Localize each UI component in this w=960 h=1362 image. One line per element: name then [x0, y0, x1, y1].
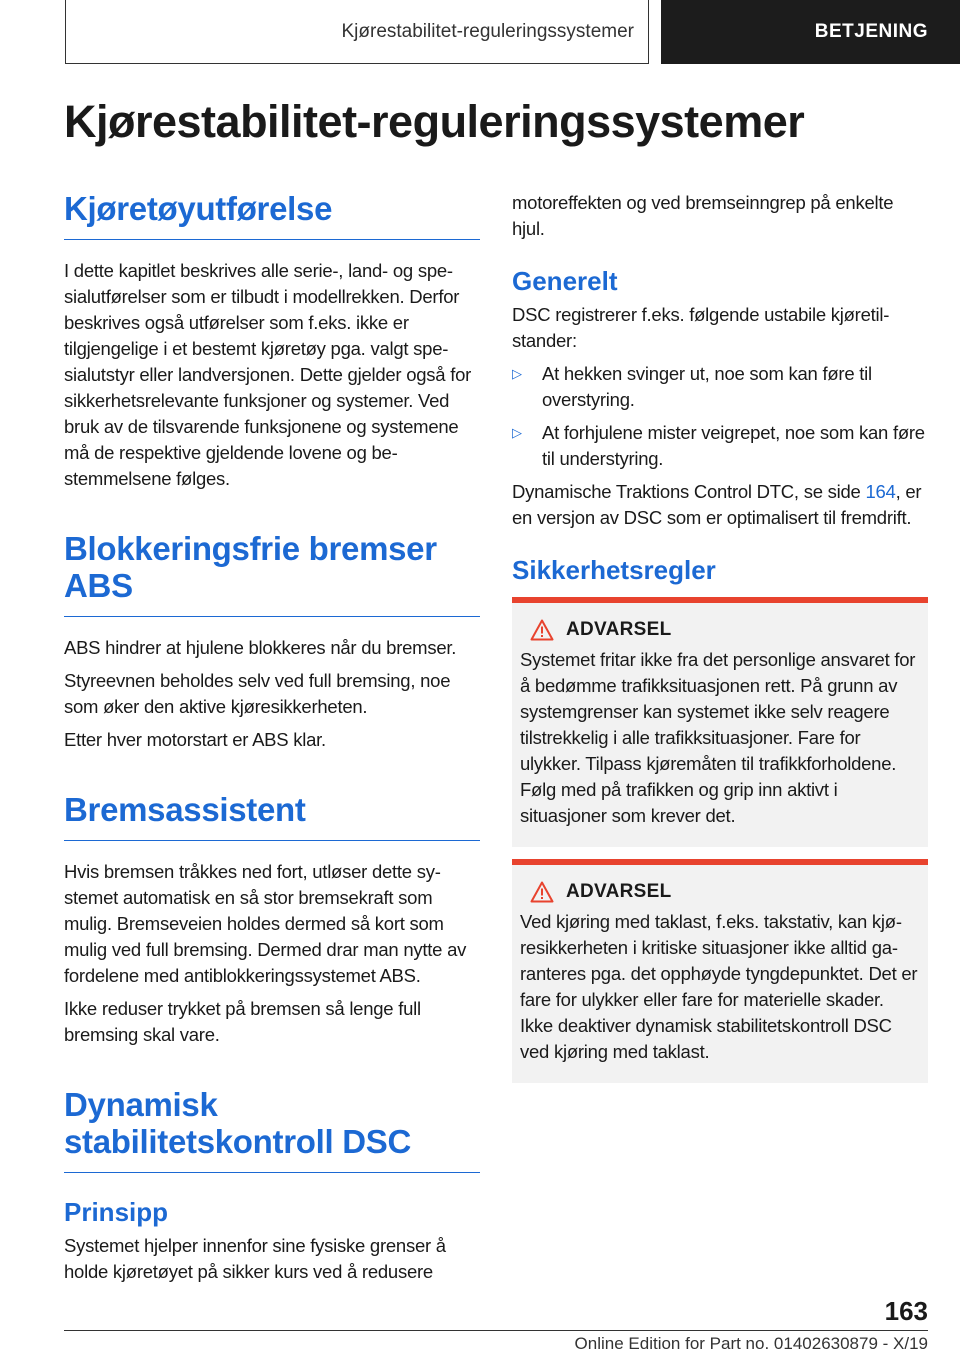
- general-intro: DSC registrerer f.eks. følgende ustabile kjøretilstander:: [512, 304, 890, 351]
- heading-brake-assist: Bremsassistent: [64, 791, 480, 841]
- dtc-paragraph: [512, 479, 928, 531]
- heading-vehicle-version: Kjøretøyutførelse: [64, 190, 480, 240]
- heading-principle: Prinsipp: [64, 1197, 169, 1227]
- warning-text: Systemet fritar ikke fra det personlige ansvaret for å bedømme trafikksituasjonen rett. På grunn av systemgrenser kan systemet ikke selv reagere tilstrekkelig i alle trafikksituasjoner. Fare for ulykker. Tilpass kjøremåten til trafikkforholdene. Følg med på trafikken og grip inn aktivt i situasjoner som krever det.: [520, 649, 916, 826]
- dtc-text-after: , er en versjon av DSC som er optimalisert til fremdrift.: [512, 481, 922, 528]
- abs-paragraph-2: Styreevnen beholdes selv ved full bremsing, noe som øker den aktive kjøresikkerheten.: [64, 670, 451, 717]
- page-number: 163: [884, 1296, 928, 1326]
- triangle-bullet-icon: ▷: [512, 425, 522, 440]
- list-item: [512, 361, 928, 413]
- chapter-label: BETJENING: [814, 21, 928, 42]
- page-title: Kjørestabilitet-reguleringssystemer: [64, 96, 805, 147]
- dtc-text-before: Dynamische Traktions Control DTC, se side: [512, 481, 866, 502]
- warning-triangle-icon: [530, 881, 554, 903]
- right-column: [512, 190, 928, 1083]
- list-item-text: At forhjulene mister veigrepet, noe som kan føre til understyring.: [542, 422, 925, 469]
- continued-paragraph: motoreffekten og ved bremseinngrep på enkelte hjul.: [512, 192, 894, 239]
- triangle-bullet-icon: ▷: [512, 366, 522, 381]
- abs-paragraph-1: ABS hindrer at hjulene blokkeres når du bremser.: [64, 637, 457, 658]
- warning-title: ADVARSEL: [566, 881, 672, 902]
- running-header-section: [65, 0, 649, 64]
- running-header-chapter-tab: [661, 0, 960, 64]
- warning-triangle-icon: [530, 619, 554, 641]
- left-column: [64, 190, 480, 1285]
- warning-box: [512, 859, 928, 1083]
- abs-paragraph-3: Etter hver motorstart er ABS klar.: [64, 729, 326, 750]
- warning-box: [512, 597, 928, 847]
- list-item-text: At hekken svinger ut, noe som kan føre til overstyring.: [542, 363, 872, 410]
- warning-text: Ved kjøring med taklast, f.eks. takstativ, kan kjøresikkerheten i kritiske situasjoner ikke alltid garanteres pga. det opphøyde tyngdepunktet. Det er fare for ulykker eller fare for materielle skader. Ikke deaktiver dynamisk stabilitetskontroll DSC ved kjøring med taklast.: [520, 911, 918, 1062]
- brake-assist-paragraph-2: Ikke reduser trykket på bremsen så lenge full bremsing skal vare.: [64, 998, 421, 1045]
- warning-title: ADVARSEL: [566, 619, 672, 640]
- heading-safety-rules: Sikkerhetsregler: [512, 555, 716, 585]
- footer-edition: Online Edition for Part no. 01402630879 - X/19: [574, 1334, 928, 1353]
- brake-assist-paragraph-1: Hvis bremsen tråkkes ned fort, utløser dette systemet automatisk en så stor bremsekraft som mulig. Bremseveien holdes dermed så kort som mulig ved full bremsing. Dermed drar man nytte av fordelene med antiblokkeringssystemet ABS.: [64, 861, 467, 986]
- warning-title-row: [530, 619, 920, 641]
- heading-abs: Blokkeringsfrie bremser ABS: [64, 530, 480, 617]
- heading-general: Generelt: [512, 266, 618, 296]
- footer-divider: [64, 1330, 928, 1331]
- list-item: [512, 420, 928, 472]
- vehicle-version-paragraph: I dette kapitlet beskrives alle serie-, land- og spesialutførelser som er tilbudt i modellrekken. Derfor beskrives også utførelser som f.eks. ikke er tilgjengelige i et bestemt kjøretøy pga. valgt spesialutstyr eller landversjonen. Dette gjelder også for sikkerhetsrelevante funksjoner og systemer. Ved bruk av de tilsvarende funksjonene og systemene må de respektive gjeldende lovene og bestemmelsene følges.: [64, 260, 472, 489]
- page-reference-link[interactable]: 164: [865, 481, 896, 502]
- running-header-title: Kjørestabilitet-reguleringssystemer: [341, 20, 634, 42]
- heading-dsc: Dynamisk stabilitetskontroll DSC: [64, 1086, 480, 1173]
- warning-title-row: [530, 881, 920, 903]
- principle-paragraph: Systemet hjelper innenfor sine fysiske grenser å holde kjøretøyet på sikker kurs ved å redusere: [64, 1235, 446, 1282]
